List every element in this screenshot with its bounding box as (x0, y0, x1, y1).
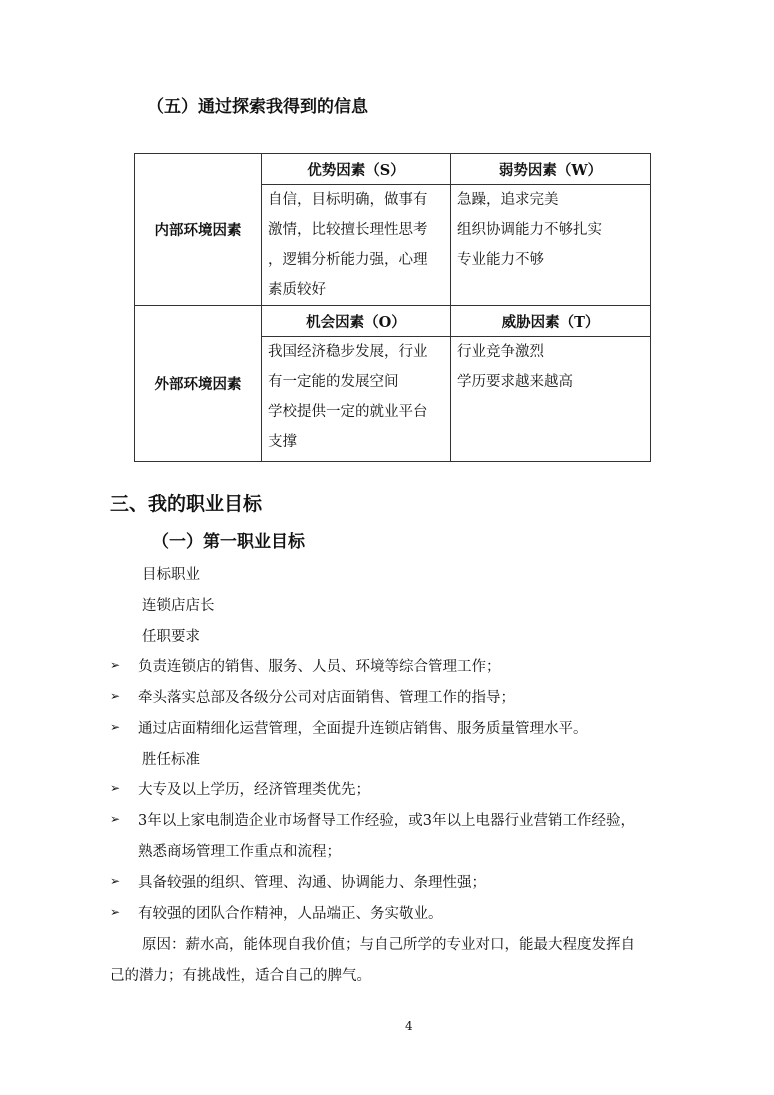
strengths-line: 激情，比较擅长理性思考 (268, 222, 428, 238)
threats-cell (451, 337, 651, 462)
opportunities-line: 支撑 (268, 434, 297, 450)
section-heading-career-goals: 三、我的职业目标 (110, 493, 263, 515)
opportunities-header: 机会因素（O） (262, 306, 451, 337)
opportunities-line: 有一定能的发展空间 (268, 374, 399, 390)
weaknesses-line: 急躁，追求完美 (457, 192, 559, 208)
criteria-item: 有较强的团队合作精神，人品端正、务实敬业。 (138, 906, 443, 922)
strengths-header: 优势因素（S） (262, 154, 451, 185)
bullet-arrow-icon: ➢ (110, 658, 121, 672)
criteria-item-continued: 熟悉商场管理工作重点和流程； (138, 844, 341, 860)
opportunities-line: 我国经济稳步发展，行业 (268, 344, 428, 360)
swot-table (134, 153, 651, 462)
weaknesses-line: 组织协调能力不够扎实 (457, 222, 602, 238)
bullet-arrow-icon: ➢ (110, 781, 121, 795)
requirement-item: 负责连锁店的销售、服务、人员、环境等综合管理工作； (138, 659, 501, 675)
bullet-arrow-icon: ➢ (110, 905, 121, 919)
bullet-arrow-icon: ➢ (110, 689, 121, 703)
requirement-item: 通过店面精细化运营管理，全面提升连锁店销售、服务质量管理水平。 (138, 721, 588, 737)
reason-paragraph-line2: 己的潜力；有挑战性，适合自己的脾气。 (110, 968, 371, 984)
criteria-item: 3年以上家电制造企业市场督导工作经验，或3年以上电器行业营销工作经验， (138, 813, 635, 829)
external-factors-label: 外部环境因素 (135, 306, 262, 462)
threats-header: 威胁因素（T） (451, 306, 651, 337)
strengths-line: 自信，目标明确，做事有 (268, 192, 428, 208)
section-heading-exploration: （五）通过探索我得到的信息 (147, 97, 368, 117)
criteria-label: 胜任标准 (142, 752, 200, 768)
reason-paragraph-line1: 原因：薪水高，能体现自我价值；与自己所学的专业对口，能最大程度发挥自 (142, 937, 635, 953)
opportunities-cell (262, 337, 451, 462)
strengths-line: ，逻辑分析能力强，心理 (268, 252, 428, 268)
bullet-arrow-icon: ➢ (110, 720, 121, 734)
weaknesses-header: 弱势因素（W） (451, 154, 651, 185)
internal-factors-label: 内部环境因素 (135, 154, 262, 306)
criteria-item: 大专及以上学历，经济管理类优先； (138, 782, 370, 798)
opportunities-line: 学校提供一定的就业平台 (268, 404, 428, 420)
subheading-first-goal: （一）第一职业目标 (152, 532, 305, 552)
strengths-line: 素质较好 (268, 282, 326, 298)
requirements-label: 任职要求 (142, 629, 200, 645)
weaknesses-line: 专业能力不够 (457, 252, 544, 268)
bullet-arrow-icon: ➢ (110, 812, 121, 826)
threats-line: 学历要求越来越高 (457, 374, 573, 390)
target-job-label: 目标职业 (142, 567, 200, 583)
strengths-cell (262, 185, 451, 306)
criteria-item: 具备较强的组织、管理、沟通、协调能力、条理性强； (138, 875, 486, 891)
page-number: 4 (405, 1019, 413, 1033)
threats-line: 行业竞争激烈 (457, 344, 544, 360)
target-job-value: 连锁店店长 (142, 598, 215, 614)
weaknesses-cell (451, 185, 651, 306)
requirement-item: 牵头落实总部及各级分公司对店面销售、管理工作的指导； (138, 690, 515, 706)
bullet-arrow-icon: ➢ (110, 874, 121, 888)
